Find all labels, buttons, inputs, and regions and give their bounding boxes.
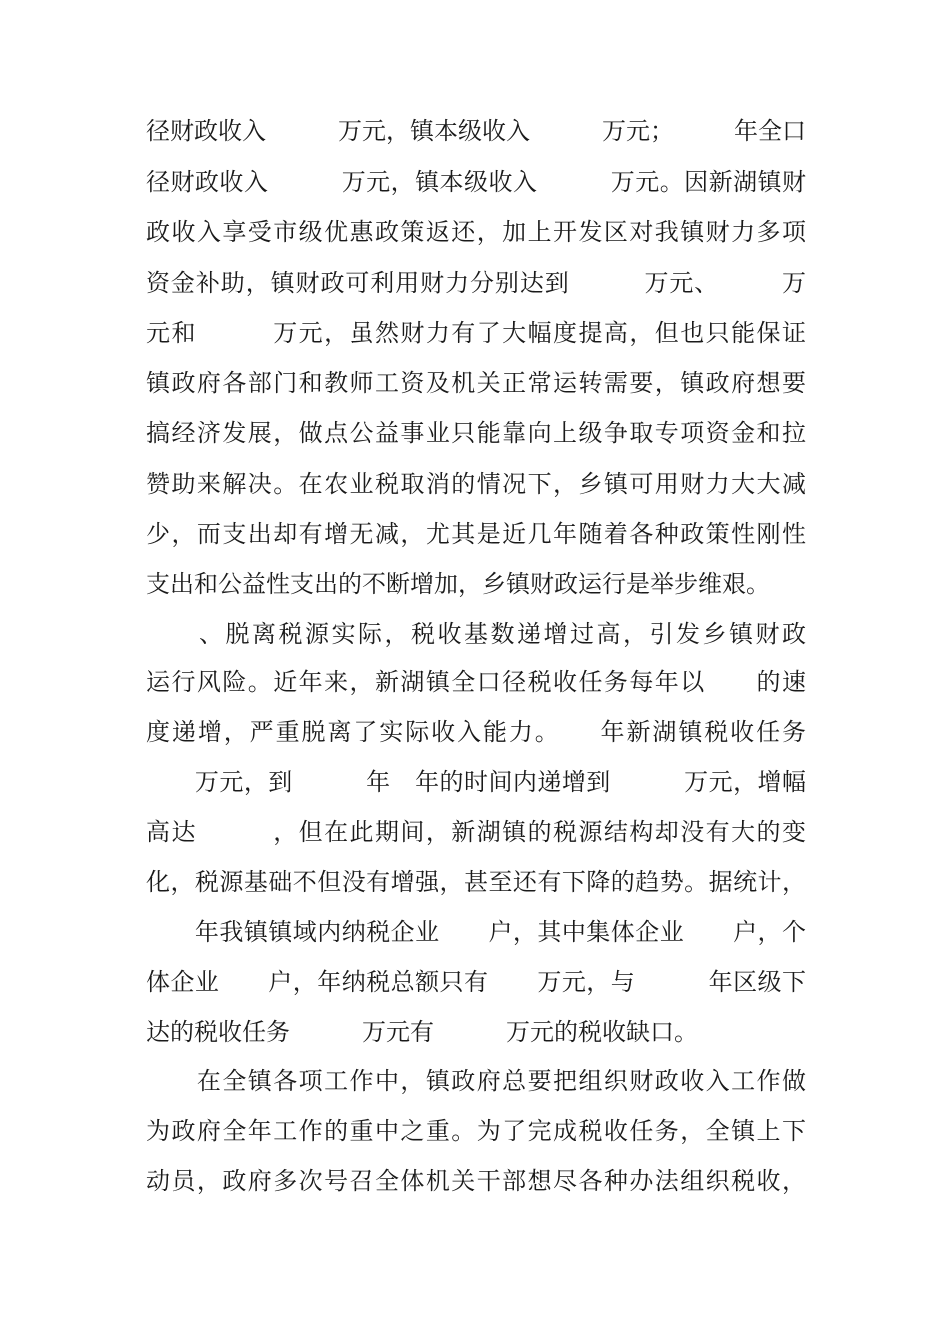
- text-line: 赞助来解决。在农业税取消的情况下，乡镇可用财力大大减: [146, 470, 806, 498]
- text-line: 资金补助，镇财政可利用财力分别达到 万元、 万: [146, 269, 806, 297]
- text-line: 、脱离税源实际，税收基数递增过高，引发乡镇财政: [146, 620, 806, 648]
- text-line: 径财政收入 万元，镇本级收入 万元； 年全口: [146, 117, 806, 145]
- text-line: 支出和公益性支出的不断增加，乡镇财政运行是举步维艰。: [146, 570, 770, 598]
- text-line: 镇政府各部门和教师工资及机关正常运转需要，镇政府想要: [146, 369, 806, 397]
- text-line: 体企业 户，年纳税总额只有 万元，与 年区级下: [146, 968, 806, 996]
- text-line: 年我镇镇域内纳税企业 户，其中集体企业 户，个: [146, 918, 806, 946]
- text-line: 为政府全年工作的重中之重。为了完成税收任务，全镇上下: [146, 1117, 806, 1145]
- text-line: 搞经济发展，做点公益事业只能靠向上级争取专项资金和拉: [146, 419, 806, 447]
- text-line: 高达 ，但在此期间，新湖镇的税源结构却没有大的变: [146, 818, 806, 846]
- text-line: 政收入享受市级优惠政策返还，加上开发区对我镇财力多项: [146, 218, 806, 246]
- text-line: 径财政收入 万元，镇本级收入 万元。因新湖镇财: [146, 168, 806, 196]
- text-line: 化，税源基础不但没有增强，甚至还有下降的趋势。据统计，: [146, 868, 806, 896]
- text-line: 在全镇各项工作中，镇政府总要把组织财政收入工作做: [146, 1067, 806, 1095]
- text-line: 运行风险。近年来，新湖镇全口径税收任务每年以 的速: [146, 668, 806, 696]
- text-line: 达的税收任务 万元有 万元的税收缺口。: [146, 1018, 698, 1046]
- text-line: 万元，到 年 年的时间内递增到 万元，增幅: [146, 768, 806, 796]
- text-line: 度递增，严重脱离了实际收入能力。 年新湖镇税收任务: [146, 718, 806, 746]
- text-line: 少，而支出却有增无减，尤其是近几年随着各种政策性刚性: [146, 520, 806, 548]
- text-line: 元和 万元，虽然财力有了大幅度提高，但也只能保证: [146, 319, 806, 347]
- text-line: 动员，政府多次号召全体机关干部想尽各种办法组织税收，: [146, 1167, 806, 1195]
